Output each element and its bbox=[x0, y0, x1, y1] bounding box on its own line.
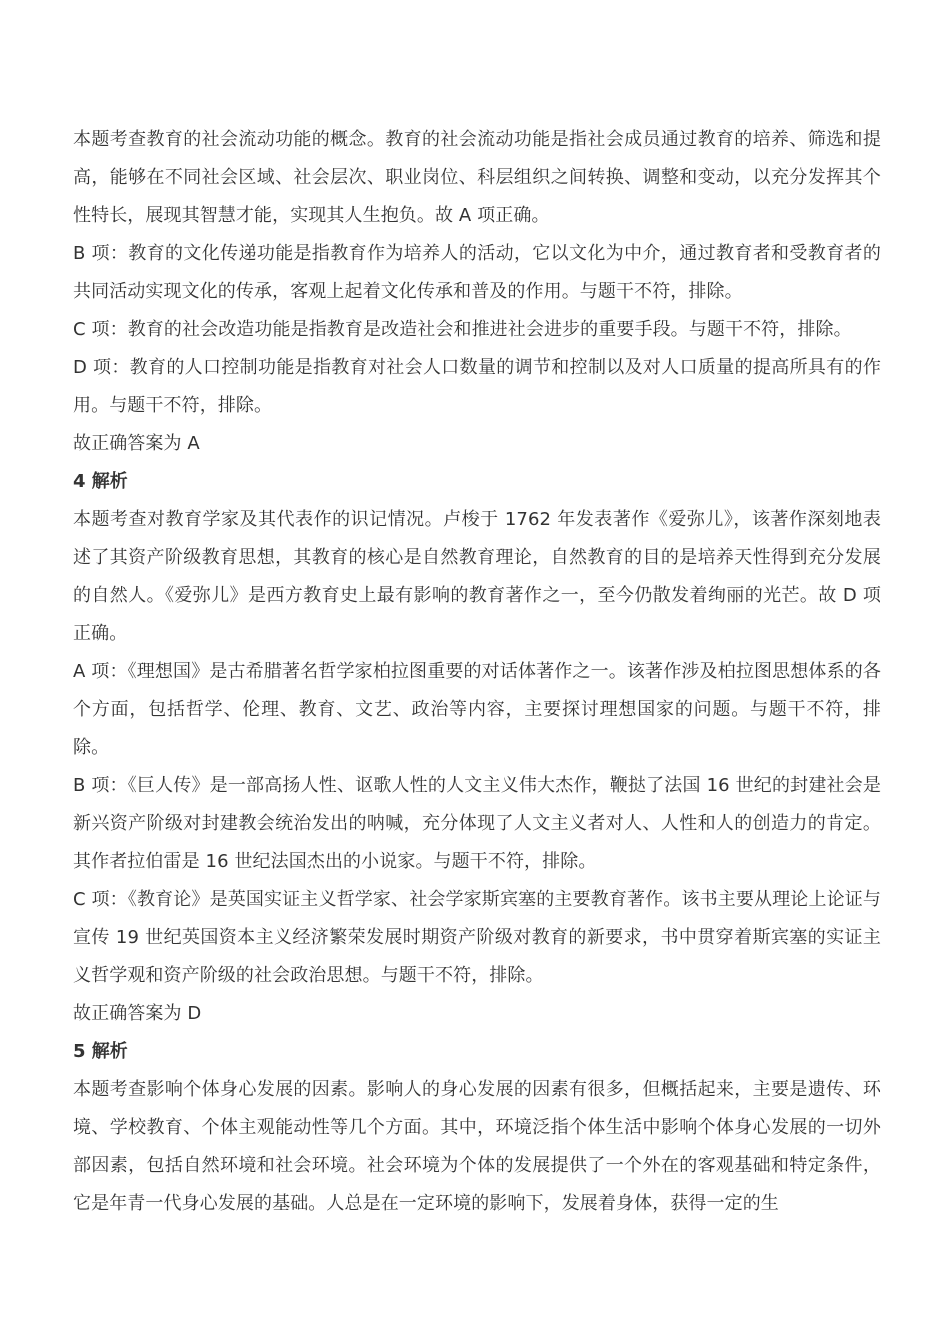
option-b-explanation: B 项：《巨人传》是一部高扬人性、讴歌人性的人文主义伟大杰作，鞭挞了法国 16 世纪的封建社会是新兴资产阶级对封建教会统治发出的呐喊，充分体现了人文主义者对人、人性和人的创造力的肯定。其作者拉伯雷是 16 世纪法国杰出的小说家。与题干不符，排除。 bbox=[73, 775, 881, 872]
document-page bbox=[73, 121, 881, 1223]
explanation-paragraph: 本题考查教育的社会流动功能的概念。教育的社会流动功能是指社会成员通过教育的培养、筛选和提高，能够在不同社会区域、社会层次、职业岗位、科层组织之间转换、调整和变动，以充分发挥其个性特长，展现其智慧才能，实现其人生抱负。故 A 项正确。 bbox=[73, 129, 881, 226]
explanation-paragraph: 本题考查对教育学家及其代表作的识记情况。卢梭于 1762 年发表著作《爱弥儿》，该著作深刻地表述了其资产阶级教育思想，其教育的核心是自然教育理论，自然教育的目的是培养天性得到充分发展的自然人。《爱弥儿》是西方教育史上最有影响的教育著作之一，至今仍散发着绚丽的光芒。故 D 项正确。 bbox=[73, 509, 881, 644]
option-a-explanation: A 项：《理想国》是古希腊著名哲学家柏拉图重要的对话体著作之一。该著作涉及柏拉图思想体系的各个方面，包括哲学、伦理、教育、文艺、政治等内容，主要探讨理想国家的问题。与题干不符，排除。 bbox=[73, 661, 881, 758]
answer-line: 故正确答案为 D bbox=[73, 1003, 202, 1024]
section-heading-5: 5 解析 bbox=[73, 1041, 128, 1062]
option-c-explanation: C 项：教育的社会改造功能是指教育是改造社会和推进社会进步的重要手段。与题干不符，排除。 bbox=[73, 319, 852, 340]
explanation-paragraph: 本题考查影响个体身心发展的因素。影响人的身心发展的因素有很多，但概括起来，主要是遗传、环境、学校教育、个体主观能动性等几个方面。其中，环境泛指个体生活中影响个体身心发展的一切外部因素，包括自然环境和社会环境。社会环境为个体的发展提供了一个外在的客观基础和特定条件，它是年青一代身心发展的基础。人总是在一定环境的影响下，发展着身体，获得一定的生 bbox=[73, 1079, 881, 1214]
option-d-explanation: D 项：教育的人口控制功能是指教育对社会人口数量的调节和控制以及对人口质量的提高所具有的作用。与题干不符，排除。 bbox=[73, 357, 881, 416]
option-c-explanation: C 项：《教育论》是英国实证主义哲学家、社会学家斯宾塞的主要教育著作。该书主要从理论上论证与宣传 19 世纪英国资本主义经济繁荣发展时期资产阶级对教育的新要求，书中贯穿着斯宾塞的实证主义哲学观和资产阶级的社会政治思想。与题干不符，排除。 bbox=[73, 889, 881, 986]
answer-line: 故正确答案为 A bbox=[73, 433, 200, 454]
option-b-explanation: B 项：教育的文化传递功能是指教育作为培养人的活动，它以文化为中介，通过教育者和受教育者的共同活动实现文化的传承，客观上起着文化传承和普及的作用。与题干不符，排除。 bbox=[73, 243, 881, 302]
section-heading-4: 4 解析 bbox=[73, 471, 128, 492]
